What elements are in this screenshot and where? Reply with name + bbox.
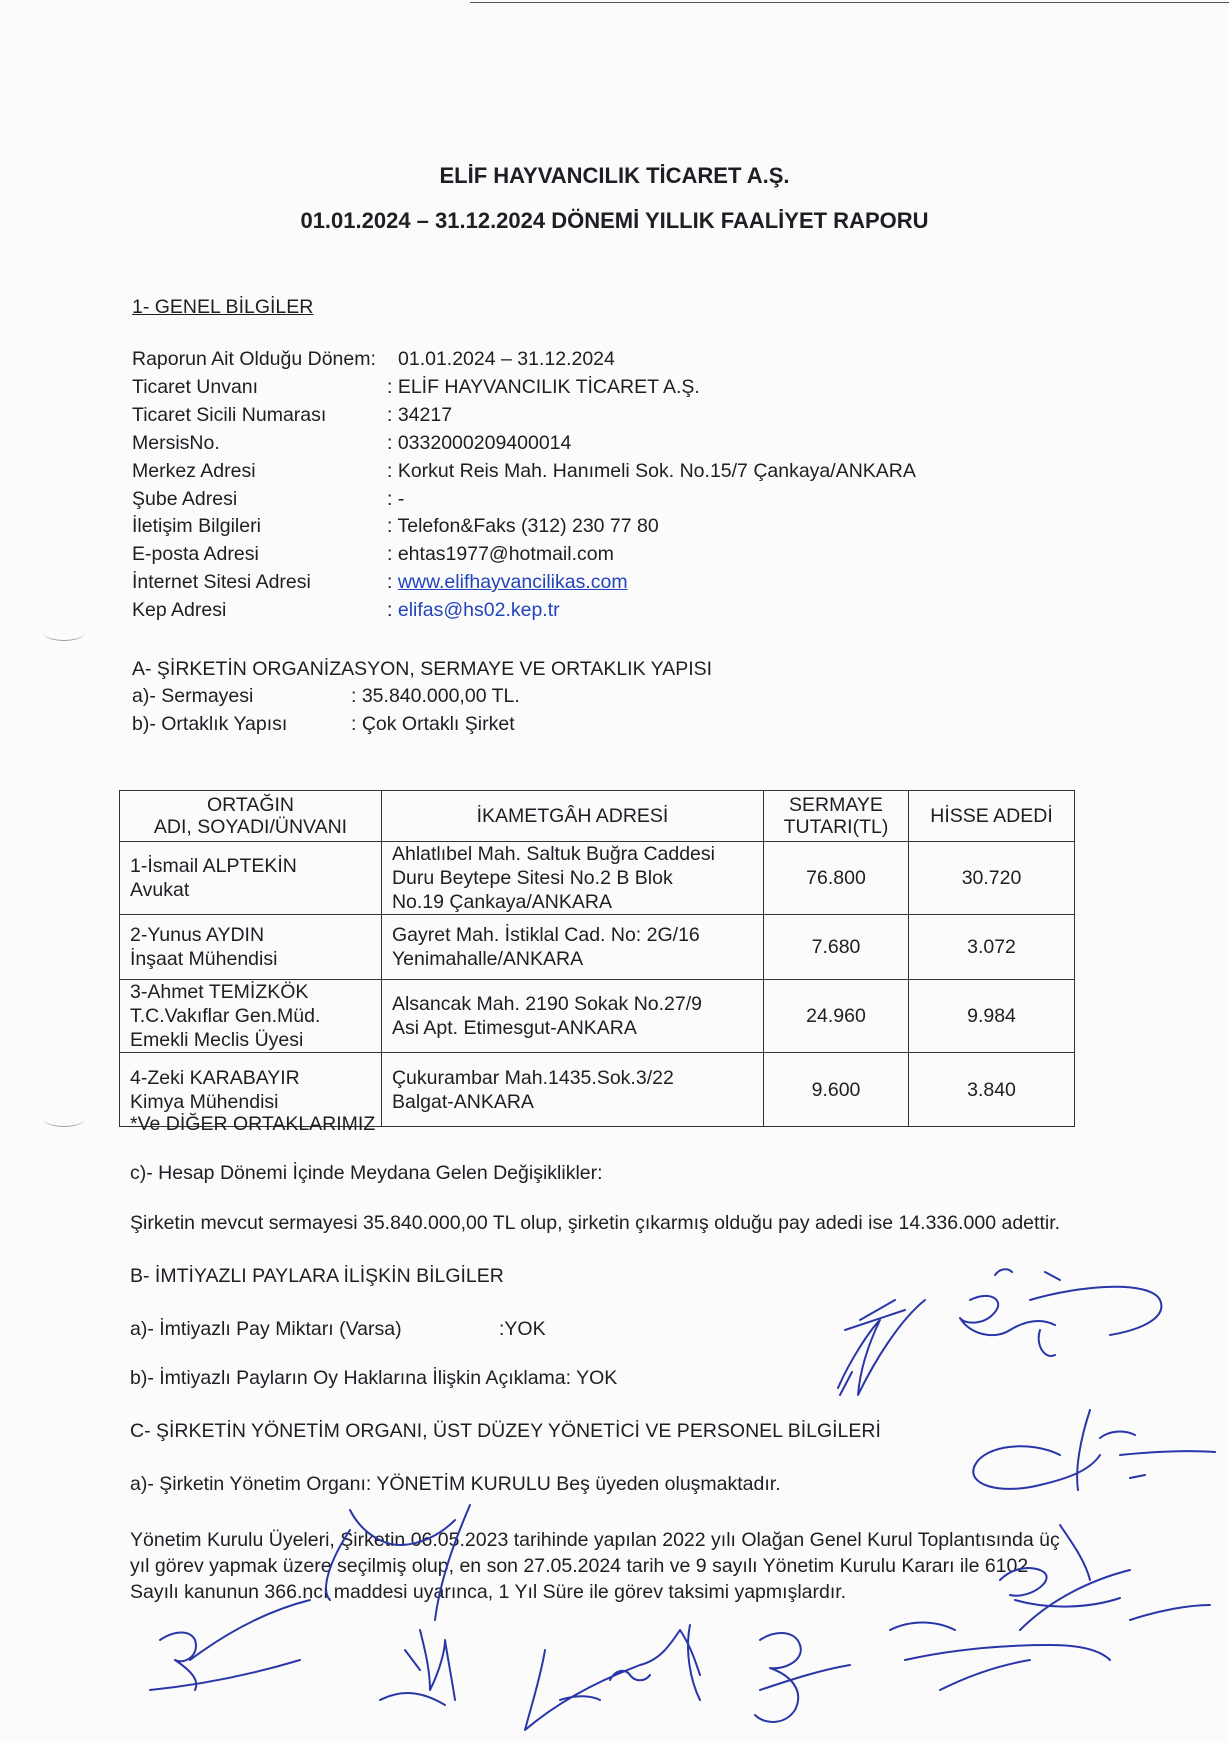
partner-shares: 3.840 [909,1053,1075,1127]
field-label-kep: Kep Adresi [132,599,227,621]
website-link[interactable]: www.elifhayvancilikas.com [397,571,628,593]
partner-capital: 7.680 [763,915,908,980]
section-a-title: A- ŞİRKETİN ORGANİZASYON, SERMAYE VE ORTAKLIK YAPISI [132,658,713,680]
field-label-branch: Şube Adresi [132,488,238,510]
punch-hole-bottom [44,1112,84,1127]
table-header-row [120,791,1075,842]
header-partner-name: ORTAĞIN ADI, SOYADI/ÜNVANI [120,791,382,842]
signature-stroke [973,1410,1215,1490]
field-value-period: 01.01.2024 – 31.12.2024 [398,348,615,370]
management-organ-text: a)- Şirketin Yönetim Organı: YÖNETİM KURULU Beş üyeden oluşmaktadır. [130,1473,781,1495]
partner-capital: 9.600 [763,1053,908,1127]
partner-capital: 76.800 [763,842,908,915]
field-label-period: Raporun Ait Olduğu Dönem: [132,348,376,370]
field-value-kep-colon: : [387,599,393,621]
signature-stroke [960,1269,1161,1356]
section-c-title: C- ŞİRKETİN YÖNETİM ORGANI, ÜST DÜZEY YÖNETİCİ VE PERSONEL BİLGİLERİ [130,1420,881,1442]
partner-address: Çukurambar Mah.1435.Sok.3/22 Balgat-ANKARA [381,1053,763,1127]
board-paragraph-line: yıl görev yapmak üzere seçilmiş olup, en son 27.05.2024 tarih ve 9 sayılı Yönetim Kurulu Kararı ile 6102 [130,1555,1029,1577]
field-value-registry: : 34217 [387,404,453,426]
signature-stroke [890,1623,1110,1691]
structure-label: b)- Ortaklık Yapısı [132,713,288,735]
privileged-amount-label: a)- İmtiyazlı Pay Miktarı (Varsa) [130,1318,402,1340]
partner-address: Gayret Mah. İstiklal Cad. No: 2G/16 Yenimahalle/ANKARA [381,915,763,980]
field-value-branch: : - [387,488,405,510]
board-paragraph-line: Yönetim Kurulu Üyeleri, Şirketin 06.05.2023 tarihinde yapılan 2022 yılı Olağan Genel Kurul Toplantısında üç [130,1529,1060,1551]
partner-name: 1-İsmail ALPTEKİN Avukat [120,842,382,915]
signature-stroke [380,1630,455,1705]
signature-stroke [525,1625,700,1730]
header-capital: SERMAYE TUTARI(TL) [763,791,908,842]
general-section-title: 1- GENEL BİLGİLER [132,296,314,318]
field-label-contact: İletişim Bilgileri [132,515,261,537]
field-value-mersis: : 0332000209400014 [387,432,572,454]
kep-link[interactable]: elifas@hs02.kep.tr [397,599,560,621]
privileged-amount-value: :YOK [499,1318,546,1340]
field-value-contact: : Telefon&Faks (312) 230 77 80 [387,515,659,537]
signature-stroke [838,1300,925,1395]
partner-shares: 30.720 [909,842,1075,915]
partner-address: Ahlatlıbel Mah. Saltuk Buğra Caddesi Duru Beytepe Sitesi No.2 B Blok No.19 Çankaya/ANKARA [381,842,763,915]
field-label-email: E-posta Adresi [132,543,259,565]
partner-shares: 3.072 [909,915,1075,980]
partner-name: 4-Zeki KARABAYIR Kimya Mühendisi [120,1053,382,1127]
voting-rights-text: b)- İmtiyazlı Payların Oy Haklarına İlişkin Açıklama: YOK [130,1367,618,1389]
capital-label: a)- Sermayesi [132,685,254,707]
table-row [120,842,1075,915]
partner-address: Alsancak Mah. 2190 Sokak No.27/9 Asi Apt. Etimesgut-ANKARA [381,980,763,1053]
company-title: ELİF HAYVANCILIK TİCARET A.Ş. [439,163,790,188]
shareholders-table [119,790,1075,1127]
field-value-website-colon: : [387,571,393,593]
punch-hole-top [44,626,84,641]
changes-text: Şirketin mevcut sermayesi 35.840.000,00 TL olup, şirketin çıkarmış olduğu pay adedi ise 14.336.000 adettir. [130,1212,1061,1234]
partner-capital: 24.960 [763,980,908,1053]
top-rule [470,2,1229,3]
field-value-email: : ehtas1977@hotmail.com [387,543,614,565]
structure-value: : Çok Ortaklı Şirket [351,713,515,735]
header-address: İKAMETGÂH ADRESİ [381,791,763,842]
report-title: 01.01.2024 – 31.12.2024 DÖNEMİ YILLIK FAALİYET RAPORU [300,208,929,233]
field-value-title: : ELİF HAYVANCILIK TİCARET A.Ş. [387,376,700,398]
partner-shares: 9.984 [909,980,1075,1053]
table-row [120,915,1075,980]
field-website [387,570,628,594]
signature-stroke [1020,1570,1210,1630]
partner-name: 3-Ahmet TEMİZKÖK T.C.Vakıflar Gen.Müd. Emekli Meclis Üyesi [120,980,382,1053]
field-value-hq-address: : Korkut Reis Mah. Hanımeli Sok. No.15/7 Çankaya/ANKARA [387,460,916,482]
table-footnote: *Ve DİĞER ORTAKLARIMIZ [130,1113,376,1135]
field-label-hq-address: Merkez Adresi [132,460,256,482]
field-label-title: Ticaret Unvanı [132,376,259,398]
field-label-website: İnternet Sitesi Adresi [132,571,311,593]
signature-stroke [755,1633,850,1722]
changes-title: c)- Hesap Dönemi İçinde Meydana Gelen Değişiklikler: [130,1162,603,1184]
field-label-mersis: MersisNo. [132,432,220,454]
partner-name: 2-Yunus AYDIN İnşaat Mühendisi [120,915,382,980]
header-shares: HİSSE ADEDİ [909,791,1075,842]
section-b-title: B- İMTİYAZLI PAYLARA İLİŞKİN BİLGİLER [130,1265,504,1287]
capital-value: : 35.840.000,00 TL. [351,685,520,707]
field-kep [387,598,560,622]
field-label-registry: Ticaret Sicili Numarası [132,404,327,426]
board-paragraph-line: Sayılı kanunun 366.ncı maddesi uyarınca, 1 Yıl Süre ile görev taksimi yapmışlardır. [130,1581,847,1603]
table-row [120,980,1075,1053]
signature-stroke [150,1600,310,1690]
